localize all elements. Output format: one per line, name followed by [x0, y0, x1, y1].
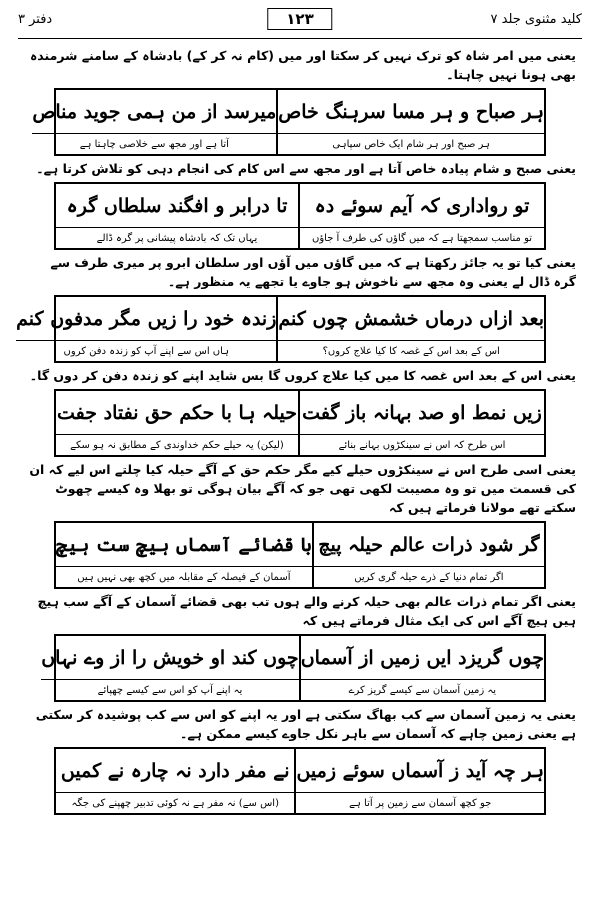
verse-left-cell [41, 636, 300, 700]
verse-right-hemistich: زیں نمط او صد بہانہ باز گفت [300, 391, 544, 435]
verse-left-cell [16, 297, 278, 361]
verse-left-translation: (لیکن) یہ حیلے حکم خداوندی کے مطابق نہ ہو سکے [70, 439, 284, 451]
commentary-paragraph: یعنی کیا تو یہ جائز رکھتا ہے کہ میں گاؤں میں آؤں اور سلطان ابرو پر میری طرف سے گرہ ڈال لے یعنی وہ مجھ سے ناخوش ہو جاوے یا تجھے یہ منظور ہے۔ [50, 255, 576, 289]
verse-left-translation: آسمان کے فیصلہ کے مقابلہ میں کچھ بھی نہیں ہیں [77, 571, 291, 583]
page [18, 8, 582, 892]
verse-table [54, 182, 546, 250]
verse-right-hemistich: بعد ازاں درماں خشمش چوں کنم [278, 297, 544, 341]
verse-right-translation: یہ زمین آسمان سے کیسے گریز کرے [348, 684, 497, 696]
verse-table [54, 389, 546, 457]
verse-left-cell [56, 391, 300, 455]
verse-left-cell [32, 90, 278, 154]
verse-left-cell [56, 184, 300, 248]
verse-right-cell [278, 297, 544, 361]
verse-right-cell [300, 391, 544, 455]
verse-left-hemistich: زندہ خود را زیں مگر مدفوں کنم [16, 297, 276, 341]
commentary-paragraph: یعنی میں امر شاہ کو ترک نہیں کر سکتا اور میں (کام نہ کر کے) بادشاہ کے سامنے شرمندہ بھی ہونا نہیں چاہتا۔ [29, 48, 576, 82]
book-title: کلید مثنوی جلد ۷ [490, 12, 582, 27]
verse-right-cell [301, 636, 544, 700]
verse-right-cell [296, 749, 544, 813]
verse-right-hemistich: گر شود ذرات عالم حیلہ پیچ [314, 523, 544, 567]
section-label: دفتر ۳ [18, 12, 53, 27]
verse-table [41, 634, 546, 702]
commentary-paragraph: یعنی اگر تمام ذرات عالم بھی حیلہ کرنے والے ہوں تب بھی قضائے آسمان کے آگے سب ہیچ ہیں ہیچ آگے اس کی ایک مثال فرماتے ہیں کہ [37, 594, 576, 628]
verse-table [32, 88, 546, 156]
verse-left-translation: آتا ہے اور مجھ سے خلاصی چاہتا ہے [79, 138, 229, 150]
commentary-paragraph: یعنی صبح و شام پیادہ خاص آتا ہے اور مجھ سے اس کام کی انجام دہی کو تلاش کرتا ہے۔ [36, 161, 576, 176]
verse-table [54, 521, 546, 589]
verse-left-translation: (اس سے) نہ مفر ہے نہ کوئی تدبیر چھپنے کی جگہ [71, 797, 279, 809]
verse-right-hemistich: ہر صباح و ہر مسا سرہنگ خاص [278, 90, 544, 134]
header-rule [18, 38, 582, 39]
verse-right-translation: جو کچھ آسمان سے زمین پر آتا ہے [349, 797, 492, 809]
commentary-paragraph: یعنی اسی طرح اس نے سینکڑوں حیلے کیے مگر حکم حق کے آگے حیلہ کیا چلتے اس لیے کہ ان کی قسمت میں تو وہ مصیبت لکھی تھی جو کہ آگے بیان ہوگی تو بھلا وہ کیسے چھوٹ سکتے تھے مولانا فرماتے ہیں کہ [29, 462, 576, 515]
verse-left-hemistich: چوں کند او خویش را از وے نہاں [41, 636, 298, 680]
verse-left-hemistich: نے مفر دارد نہ چارہ نے کمیں [56, 749, 294, 793]
verse-left-cell [56, 749, 296, 813]
page-number: ۱۲۳ [267, 8, 332, 30]
verse-left-translation: یہ اپنے آپ کو اس سے کیسے چھپائے [97, 684, 243, 696]
verse-table [16, 295, 546, 363]
verse-right-translation: اس طرح کہ اس نے سینکڑوں بہانے بنائے [338, 439, 506, 451]
verse-right-translation: تو مناسب سمجھتا ہے کہ میں گاؤں کی طرف آ جاؤں [311, 232, 533, 244]
verse-right-hemistich: ہر چہ آید ز آسماں سوئے زمیں [296, 749, 544, 793]
page-header [18, 8, 582, 44]
verse-right-cell [314, 523, 544, 587]
verse-left-hemistich: با قضائے آسماں ہیچ ست ہیچ [56, 523, 312, 567]
verse-table [54, 747, 546, 815]
verse-left-hemistich: تا درابر و افگند سلطاں گرہ [56, 184, 298, 228]
commentary-paragraph: یعنی یہ زمین آسمان سے کب بھاگ سکتی ہے اور یہ اپنے کو اس سے کب پوشیدہ کر سکتی ہے یعنی زمین چاہے کہ آسمان سے باہر نکل جاوے کیسے ممکن ہے۔ [35, 707, 576, 741]
verse-right-translation: ہر صبح اور ہر شام ایک خاص سپاہی [332, 138, 490, 150]
verse-right-hemistich: چوں گریزد ایں زمیں از آسماں [301, 636, 544, 680]
verse-right-hemistich: تو رواداری کہ آیم سوئے دہ [300, 184, 544, 228]
verse-left-hemistich: حیلہ ہا با حکم حق نفتاد جفت [56, 391, 298, 435]
commentary-paragraph: یعنی اس کے بعد اس غصہ کا میں کیا علاج کروں گا بس شاید اپنے کو زندہ دفن کر دوں گا۔ [29, 368, 576, 383]
verse-left-cell [56, 523, 314, 587]
verse-right-cell [278, 90, 544, 154]
verse-right-cell [300, 184, 544, 248]
verse-right-translation: اگر تمام دنیا کے ذرے حیلہ گری کریں [354, 571, 504, 583]
verse-right-translation: اس کے بعد اس کے غصہ کا کیا علاج کروں؟ [322, 345, 500, 357]
page-content [18, 46, 582, 815]
verse-left-translation: یہاں تک کہ بادشاہ پیشانی پر گرہ ڈالے [96, 232, 258, 244]
verse-left-hemistich: میرسد از من ہمی جوید مناص [32, 90, 276, 134]
verse-left-translation: ہاں اس سے اپنے آپ کو زندہ دفن کروں [63, 345, 230, 357]
